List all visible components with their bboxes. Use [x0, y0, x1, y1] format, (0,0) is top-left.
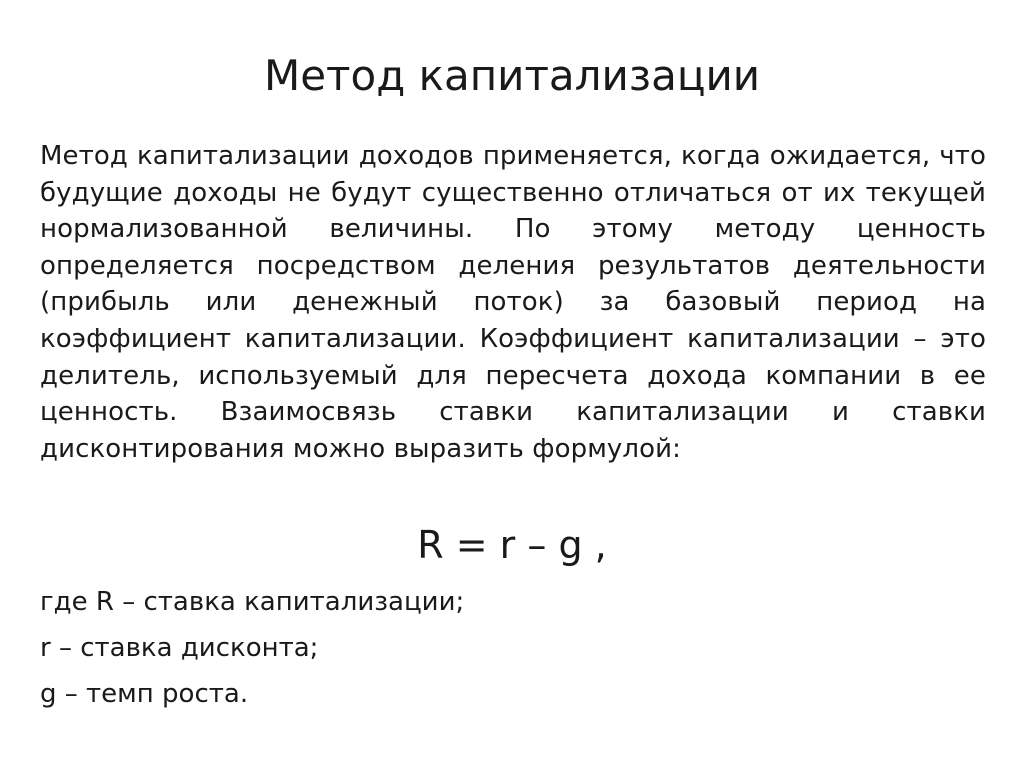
- slide-title: Метод капитализации: [263, 51, 761, 100]
- legend-item-discount-rate: r – ставка дисконта;: [40, 633, 319, 663]
- formula-legend: [40, 583, 986, 721]
- body-paragraph: Метод капитализации доходов применяется, когда ожидается, что будущие доходы не будут существенно отличаться от их текущей нормализованной величины. По этому методу ценность определяется посредством деления результатов деятельности (прибыль или денежный поток) за базовый период на коэффициент капитализации. Коэффициент капитализации – это делитель, используемый для пересчета дохода компании в ее ценность. Взаимосвязь ставки капитализации и ставки дисконтирования можно выразить формулой:: [40, 141, 986, 464]
- formula: R = r – g ,: [417, 523, 607, 567]
- legend-item-growth-rate: g – темп роста.: [40, 679, 249, 709]
- legend-item-capitalization-rate: где R – ставка капитализации;: [40, 587, 465, 617]
